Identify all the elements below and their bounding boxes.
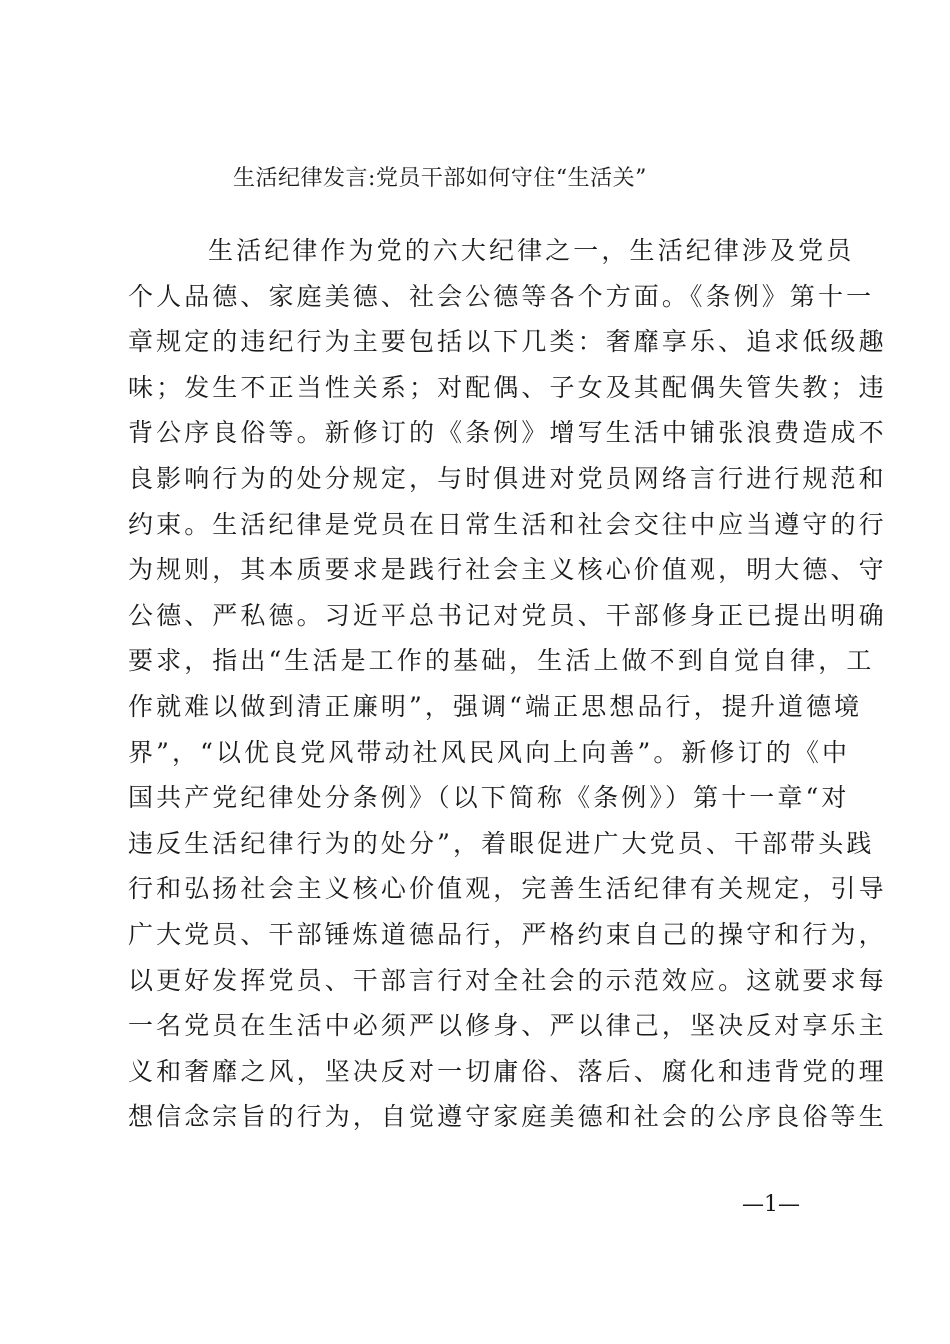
body-line: 为规则，其本质要求是践行社会主义核心价值观，明大德、守 <box>128 555 887 585</box>
body-line: 要求，指出“生活是工作的基础，生活上做不到自觉自律，工 <box>128 646 875 676</box>
page-number: —1— <box>742 1192 800 1217</box>
body-line: 义和奢靡之风，坚决反对一切庸俗、落后、腐化和违背党的理 <box>128 1056 887 1086</box>
document-title: 生活纪律发言:党员干部如何守住“生活关” <box>233 166 647 191</box>
body-line: 公德、严私德。习近平总书记对党员、干部修身正已提出明确 <box>128 600 887 630</box>
body-line: 国共产党纪律处分条例》（以下简称《条例》）第十一章“对 <box>128 783 850 813</box>
body-line: 广大党员、干部锤炼道德品行，严格约束自己的操守和行为， <box>128 919 887 949</box>
body-line: 章规定的违纪行为主要包括以下几类：奢靡享乐、追求低级趣 <box>128 327 887 357</box>
body-line: 约束。生活纪律是党员在日常生活和社会交往中应当遵守的行 <box>128 509 887 539</box>
body-line: 行和弘扬社会主义核心价值观，完善生活纪律有关规定，引导 <box>128 874 887 904</box>
body-line: 个人品德、家庭美德、社会公德等各个方面。《条例》第十一 <box>128 281 875 311</box>
body-line: 违反生活纪律行为的处分”，着眼促进广大党员、干部带头践 <box>128 828 875 858</box>
body-line: 背公序良俗等。新修订的《条例》增写生活中铺张浪费造成不 <box>128 418 887 448</box>
body-line: 良影响行为的处分规定，与时俱进对党员网络言行进行规范和 <box>128 463 887 493</box>
body-line: 味；发生不正当性关系；对配偶、子女及其配偶失管失教；违 <box>128 372 887 402</box>
body-line: 作就难以做到清正廉明”，强调“端正思想品行，提升道德境 <box>128 691 863 721</box>
document-body <box>128 228 887 1140</box>
body-line: 想信念宗旨的行为，自觉遵守家庭美德和社会的公序良俗等生 <box>128 1102 887 1132</box>
body-line: 生活纪律作为党的六大纪律之一，生活纪律涉及党员 <box>208 236 855 265</box>
body-line: 界”，“以优良党风带动社风民风向上向善”。新修订的《中 <box>128 737 851 767</box>
body-line: 一名党员在生活中必须严以修身、严以律己，坚决反对享乐主 <box>128 1011 887 1041</box>
body-line: 以更好发挥党员、干部言行对全社会的示范效应。这就要求每 <box>128 965 887 995</box>
